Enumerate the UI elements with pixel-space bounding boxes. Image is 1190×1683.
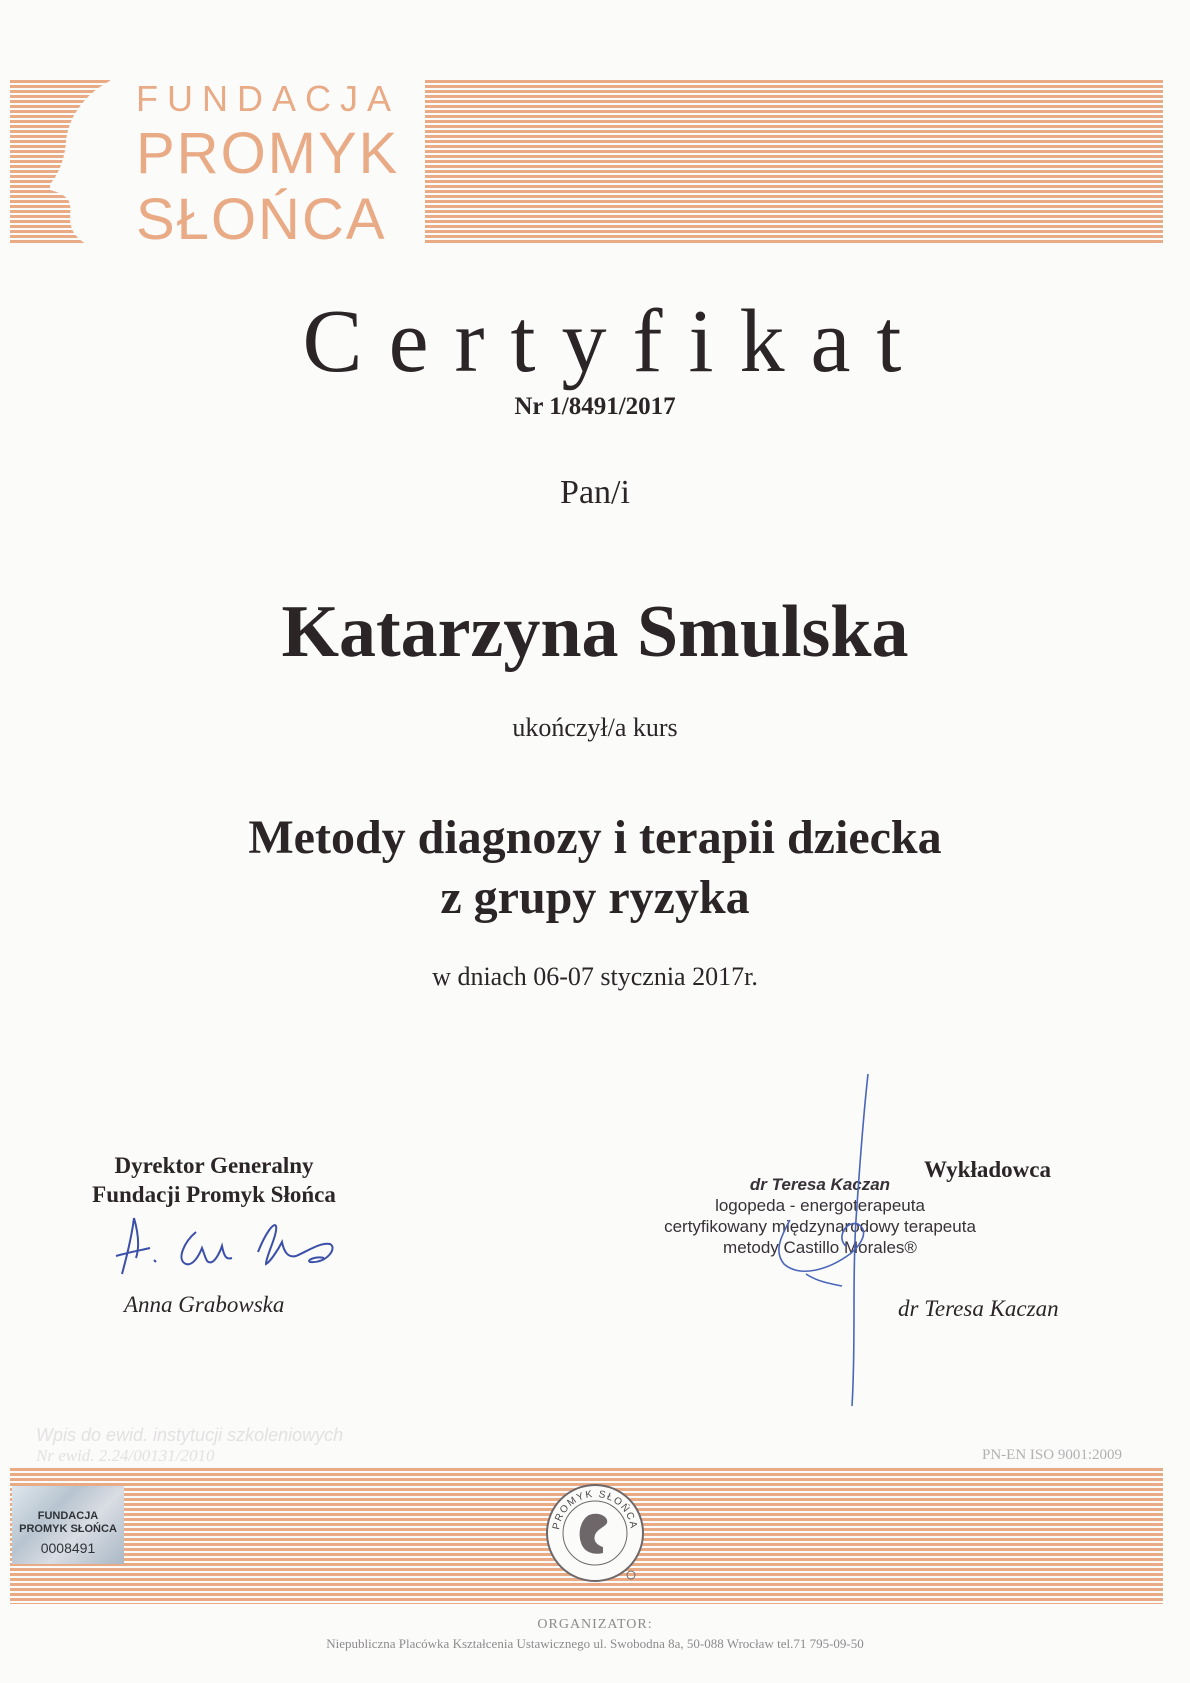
iso-label: PN-EN ISO 9001:2009	[982, 1447, 1123, 1463]
lecturer-role: Wykładowca	[924, 1157, 1051, 1182]
hologram-line-2: PROMYK SŁOŃCA	[19, 1523, 117, 1535]
certificate-number: Nr 1/8491/2017	[514, 393, 676, 420]
seal-text: PROMYK SŁOŃCA	[551, 1488, 639, 1531]
organizer-address: Niepubliczna Placówka Kształcenia Ustawicznego ul. Swobodna 8a, 50-088 Wrocław tel.71 795-09-50	[326, 1636, 864, 1651]
hologram-sticker	[12, 1486, 124, 1564]
salutation: Pan/i	[560, 474, 630, 511]
logo-text-fundacja: FUNDACJA	[136, 78, 401, 119]
stamp-line-1: logopeda - energoterapeuta	[715, 1196, 925, 1215]
logo-text-promyk: PROMYK	[136, 121, 400, 186]
lecturer-signature	[760, 1070, 910, 1410]
stamp-name: dr Teresa Kaczan	[749, 1175, 891, 1194]
director-name: Anna Grabowska	[124, 1292, 285, 1317]
registry-note-line-1: Wpis do ewid. instytucji szkoleniowych	[36, 1425, 344, 1445]
header-stripes	[425, 80, 1163, 244]
director-role-line-1: Dyrektor Generalny	[114, 1153, 314, 1178]
stamp-line-2: certyfikowany międzynarodowy terapeuta	[664, 1217, 976, 1236]
registry-note-line-2: Nr ewid. 2.24/00131/2010	[36, 1446, 215, 1465]
director-signature	[110, 1212, 350, 1282]
logo-text-slonca: SŁOŃCA	[136, 187, 387, 252]
course-title-line-1: Metody diagnozy i terapii dziecka	[248, 811, 942, 864]
certificate-title: Certyfikat	[302, 292, 928, 391]
profile-silhouette-icon	[50, 80, 122, 244]
foundation-seal-icon	[545, 1483, 645, 1583]
course-title-line-2: z grupy ryzyka	[440, 871, 750, 924]
completed-text: ukończył/a kurs	[512, 713, 678, 742]
stamp-line-3: metody Castillo Morales®	[723, 1238, 917, 1257]
hologram-number: 0008491	[40, 1540, 96, 1556]
recipient-name: Katarzyna Smulska	[281, 591, 909, 673]
course-dates: w dniach 06-07 stycznia 2017r.	[432, 962, 758, 991]
director-role-line-2: Fundacji Promyk Słońca	[92, 1182, 336, 1207]
lecturer-name: dr Teresa Kaczan	[898, 1296, 1059, 1321]
organizer-label: ORGANIZATOR:	[537, 1617, 653, 1632]
hologram-line-1: FUNDACJA	[37, 1510, 99, 1522]
